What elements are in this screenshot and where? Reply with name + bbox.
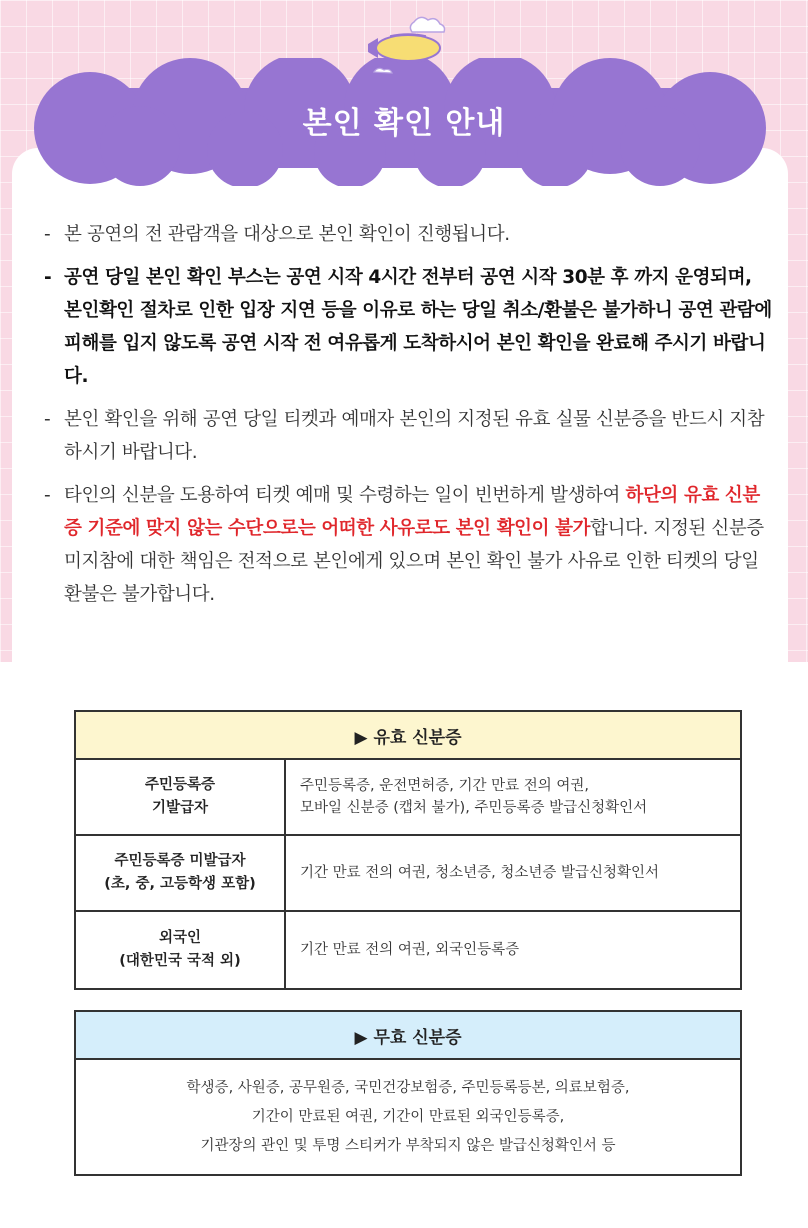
id-list-cell [285, 759, 741, 835]
invalid-id-list-cell [75, 1059, 741, 1175]
valid-id-table [74, 710, 742, 990]
table-row [75, 911, 741, 989]
dash-marker: - [44, 485, 51, 506]
invalid-id-line: 학생증, 사원증, 공무원증, 국민건강보험증, 주민등록등본, 의료보험증, [186, 1079, 630, 1096]
id-list-line: 기간 만료 전의 여권, 청소년증, 청소년증 발급신청확인서 [300, 865, 660, 881]
page-title: 본인 확인 안내 [302, 106, 506, 141]
category-line: (초, 중, 고등학생 포함) [104, 876, 256, 892]
id-list-cell [285, 911, 741, 989]
id-list-cell [285, 835, 741, 911]
notice-item-bold [44, 261, 774, 393]
dash-marker: - [44, 224, 51, 245]
category-line: 주민등록증 [144, 777, 216, 793]
notice-text: 본 공연의 전 관람객을 대상으로 본인 확인이 진행됩니다. [64, 224, 510, 245]
table-row [75, 835, 741, 911]
notice-text: 합니다. 지정된 신분증 미지참에 대한 책임은 전적으로 본인에게 있으며 본인 확인 불가 사유로 인한 티켓의 당일 환불은 불가합니다. [64, 518, 764, 605]
category-cell [75, 835, 285, 911]
id-list-line: 기간 만료 전의 여권, 외국인등록증 [300, 942, 520, 958]
notice-list [44, 218, 774, 621]
table-row [75, 759, 741, 835]
category-line: (대한민국 국적 외) [119, 953, 241, 969]
notice-highlight: 하단의 유효 신분증 기준에 맞지 않는 수단으로는 어떠한 사유로도 본인 확인이 불가 [64, 485, 760, 539]
notice-item [44, 218, 774, 251]
category-line: 기발급자 [151, 800, 209, 816]
id-list-line: 주민등록증, 운전면허증, 기간 만료 전의 여권, [300, 778, 589, 794]
notice-text: 본인 확인을 위해 공연 당일 티켓과 예매자 본인의 지정된 유효 실물 신분증을 반드시 지참하시기 바랍니다. [64, 409, 765, 463]
id-list-line: 모바일 신분증 (캡처 불가), 주민등록증 발급신청확인서 [300, 800, 648, 816]
notice-item [44, 403, 774, 469]
category-line: 외국인 [158, 930, 202, 946]
invalid-id-line: 기관장의 관인 및 투명 스티커가 부착되지 않은 발급신청확인서 등 [200, 1137, 616, 1154]
notice-text: 공연 당일 본인 확인 부스는 공연 시작 4시간 전부터 공연 시작 30분 후 까지 운영되며, 본인확인 절차로 인한 입장 지연 등을 이유로 하는 당일 취소/환불은 불가하니 공연 관람에 피해를 입지 않도록 공연 시작 전 여유롭게 도착하시어 본인 확인을 완료해 주시기 바랍니다. [64, 267, 772, 387]
invalid-id-line: 기간이 만료된 여권, 기간이 만료된 외국인등록증, [251, 1108, 565, 1125]
notice-text: 타인의 신분을 도용하여 티켓 예매 및 수령하는 일이 빈번하게 발생하여 [64, 485, 620, 506]
invalid-id-header: ▶ 무효 신분증 [75, 1011, 741, 1059]
valid-id-header: ▶ 유효 신분증 [75, 711, 741, 759]
invalid-id-table [74, 1010, 742, 1176]
category-cell [75, 911, 285, 989]
dash-marker: - [44, 409, 51, 430]
airship-icon [360, 14, 452, 78]
table-row [75, 1059, 741, 1175]
category-cell [75, 759, 285, 835]
category-line: 주민등록증 미발급자 [114, 853, 246, 869]
notice-item [44, 479, 774, 611]
dash-marker: - [44, 267, 52, 288]
